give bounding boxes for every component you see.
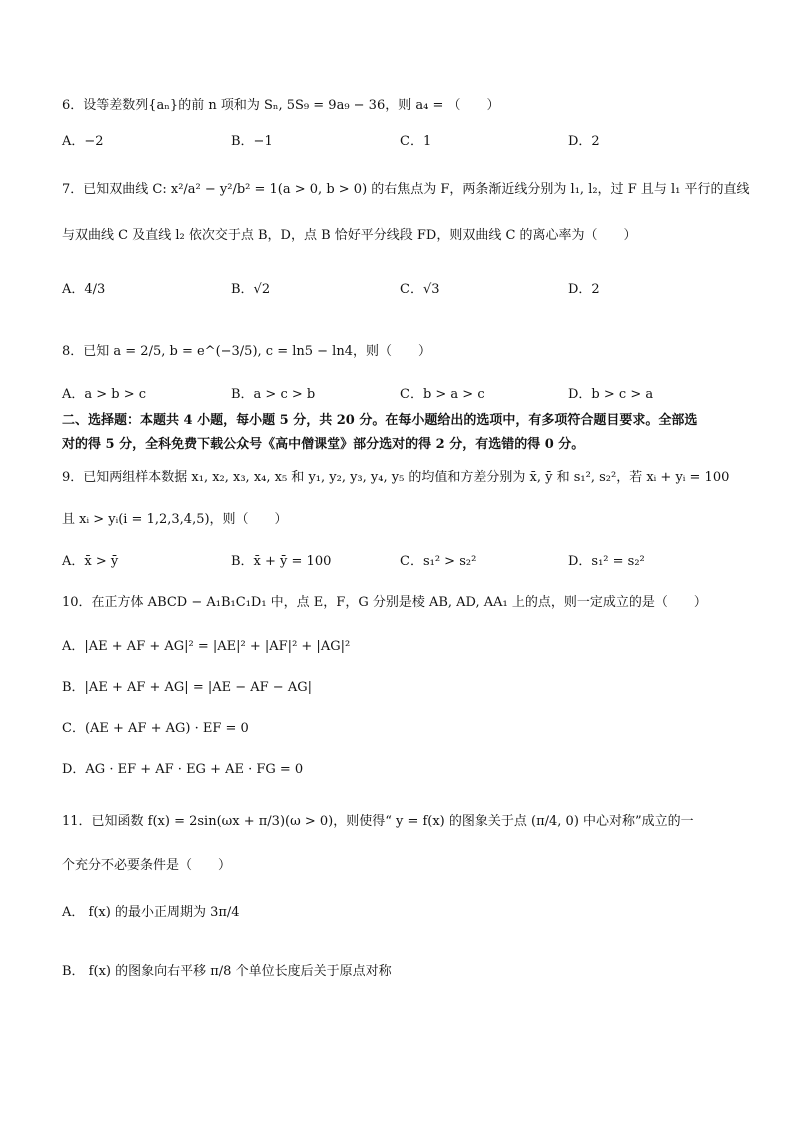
q7-stem-line1: 7．已知双曲线 C: x²/a² − y²/b² = 1(a > 0, b > 0) 的右焦点为 F，两条渐近线分别为 l₁, l₂，过 F 且与 l₁ 平行的直线 [62, 182, 750, 197]
q7-option-d: D．2 [568, 282, 600, 297]
q10-stem: 10．在正方体 ABCD − A₁B₁C₁D₁ 中，点 E，F，G 分别是棱 AB, AD, AA₁ 上的点，则一定成立的是（ ） [62, 595, 707, 610]
q9-option-c: C．s₁² > s₂² [400, 554, 477, 569]
q11-stem-line1: 11．已知函数 f(x) = 2sin(ωx + π/3)(ω > 0)，则使得“ y = f(x) 的图象关于点 (π/4, 0) 中心对称”成立的一 [62, 814, 694, 829]
q8-option-c: C．b > a > c [400, 387, 485, 402]
q8-option-d: D．b > c > a [568, 387, 654, 402]
q6-stem: 6．设等差数列{aₙ}的前 n 项和为 Sₙ, 5S₉ = 9a₉ − 36，则 a₄ = （ ） [62, 98, 500, 113]
q7-option-c: C．√3 [400, 282, 440, 297]
q6-option-d: D．2 [568, 134, 600, 149]
q10-option-c: C．(AE + AF + AG) · EF = 0 [62, 721, 249, 736]
q7-stem-line2: 与双曲线 C 及直线 l₂ 依次交于点 B，D，点 B 恰好平分线段 FD，则双曲线 C 的离心率为（ ） [62, 228, 637, 243]
q9-option-b: B．x̄ + ȳ = 100 [231, 554, 332, 569]
q7-option-b: B．√2 [231, 282, 271, 297]
q10-option-a: A．|AE + AF + AG|² = |AE|² + |AF|² + |AG|² [62, 639, 351, 654]
q8-option-b: B．a > c > b [231, 387, 316, 402]
q10-option-d: D．AG · EF + AF · EG + AE · FG = 0 [62, 762, 304, 777]
q9-stem-line2: 且 xᵢ > yᵢ(i = 1,2,3,4,5)，则（ ） [62, 512, 288, 527]
q10-option-b: B．|AE + AF + AG| = |AE − AF − AG| [62, 680, 312, 695]
q11-option-a: A． f(x) 的最小正周期为 3π/4 [62, 905, 240, 920]
section2-heading-line1: 二、选择题：本题共 4 小题，每小题 5 分，共 20 分。在每小题给出的选项中，有多项符合题目要求。全部选 [62, 413, 698, 428]
q6-option-b: B．−1 [231, 134, 273, 149]
q8-stem: 8．已知 a = 2/5, b = e^(−3/5), c = ln5 − ln4，则（ ） [62, 344, 431, 359]
q9-option-a: A．x̄ > ȳ [62, 554, 119, 569]
q8-option-a: A．a > b > c [62, 387, 147, 402]
q6-option-c: C．1 [400, 134, 432, 149]
q9-option-d: D．s₁² = s₂² [568, 554, 645, 569]
q11-stem-line2: 个充分不必要条件是（ ） [62, 858, 232, 873]
q7-option-a: A．4/3 [62, 282, 106, 297]
section2-heading-line2: 对的得 5 分，全科免费下载公众号《高中僧课堂》部分选对的得 2 分，有选错的得 0 分。 [62, 437, 585, 452]
q11-option-b: B． f(x) 的图象向右平移 π/8 个单位长度后关于原点对称 [62, 964, 392, 979]
q9-stem-line1: 9．已知两组样本数据 x₁, x₂, x₃, x₄, x₅ 和 y₁, y₂, y₃, y₄, y₅ 的均值和方差分别为 x̄, ȳ 和 s₁², s₂²，若 xᵢ + yᵢ = 100 [62, 470, 730, 485]
q6-option-a: A．−2 [62, 134, 104, 149]
